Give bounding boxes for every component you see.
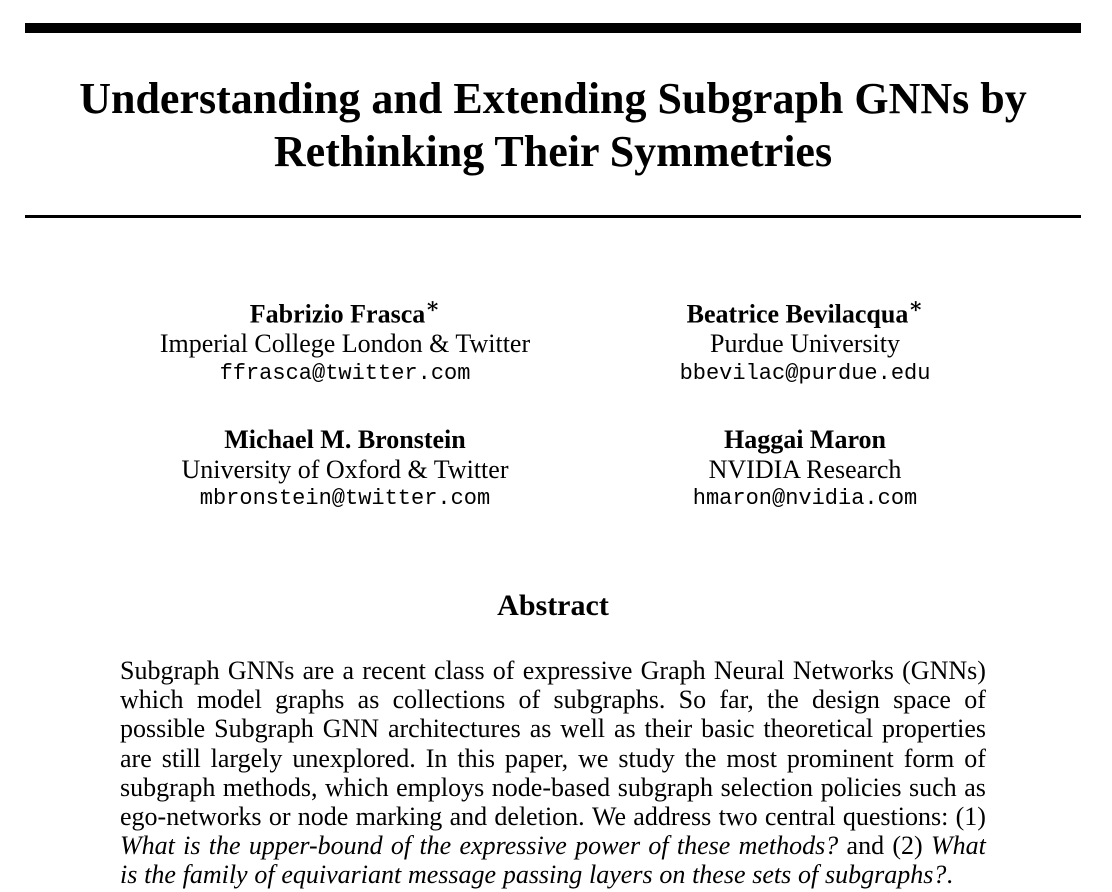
title-bottom-rule <box>25 215 1081 218</box>
abstract-word: still <box>161 743 201 773</box>
abstract-line <box>120 802 986 831</box>
author-block <box>135 425 555 514</box>
abstract-word: as <box>613 714 636 744</box>
abstract-word: are <box>120 743 152 773</box>
abstract-word: of <box>964 743 986 773</box>
abstract-word: node-based <box>491 772 611 802</box>
abstract-word: GNNs <box>227 656 295 685</box>
top-rule <box>25 23 1081 33</box>
abstract-word: are <box>302 656 335 685</box>
abstract-word: as <box>964 772 986 802</box>
author-affiliation: NVIDIA Research <box>708 454 902 484</box>
abstract-word: policies <box>820 772 902 802</box>
abstract-word: paper, <box>504 743 569 773</box>
abstract-word: of <box>390 831 412 861</box>
abstract-line <box>120 860 986 889</box>
abstract-word: deletion. <box>494 801 585 831</box>
abstract-word: Graph <box>640 656 706 685</box>
abstract-word: the <box>419 831 452 861</box>
author-name: Beatrice Bevilacqua <box>686 299 909 329</box>
abstract-word: What <box>930 831 986 861</box>
abstract-word: space <box>893 685 951 715</box>
abstract-word: methods, <box>222 772 318 802</box>
abstract-word: (GNNs) <box>902 656 986 685</box>
abstract-word: architectures <box>387 714 521 744</box>
abstract-body <box>120 656 986 890</box>
author-email[interactable]: hmaron@nvidia.com <box>692 486 918 511</box>
abstract-word: on <box>659 860 686 890</box>
abstract-word: basic <box>701 714 755 744</box>
author-email[interactable]: mbronstein@twitter.com <box>199 486 491 511</box>
author-name-line <box>595 292 1015 329</box>
abstract-word: power <box>575 831 641 861</box>
abstract-word: class <box>434 656 485 685</box>
abstract-word: two <box>718 801 758 831</box>
abstract-word: theoretical <box>763 714 874 744</box>
abstract-word: So <box>678 685 707 715</box>
abstract-word: of <box>518 685 541 715</box>
abstract-word: or <box>268 801 291 831</box>
abstract-word: expressive <box>522 656 633 685</box>
abstract-word: recent <box>362 656 426 685</box>
abstract-word: We <box>591 801 626 831</box>
abstract-word: selection <box>720 772 814 802</box>
abstract-word: employs <box>396 772 485 802</box>
abstract-word: model <box>196 685 262 715</box>
abstract-word: message <box>407 860 497 890</box>
abstract-word: which <box>325 772 389 802</box>
abstract-word: In <box>425 743 448 773</box>
abstract-word: properties <box>882 714 986 744</box>
abstract-word: their <box>644 714 693 744</box>
abstract-word: of <box>964 685 986 715</box>
abstract-word: and <box>449 801 488 831</box>
abstract-line <box>120 773 986 802</box>
abstract-heading: Abstract <box>497 589 609 622</box>
abstract-word: study <box>618 743 675 773</box>
abstract-word: most <box>726 743 777 773</box>
abstract-word: GNN <box>322 714 380 744</box>
abstract-line <box>120 656 986 685</box>
abstract-word: unexplored. <box>292 743 416 773</box>
abstract-word: of <box>254 860 275 890</box>
author-email[interactable]: bbevilac@purdue.edu <box>679 360 931 386</box>
abstract-line <box>120 831 986 860</box>
abstract-word: Subgraph <box>214 714 314 744</box>
abstract-word: collections <box>392 685 506 715</box>
abstract-word: address <box>633 801 712 831</box>
abstract-word: passing <box>502 860 583 890</box>
abstract-word: layers <box>589 860 653 890</box>
abstract-word: which <box>120 685 184 715</box>
abstract-word: is <box>183 831 201 861</box>
abstract-word: family <box>182 860 248 890</box>
abstract-word: possible <box>120 714 206 744</box>
abstract-word: expressive <box>459 831 567 861</box>
abstract-word: subgraphs. <box>553 685 666 715</box>
abstract-word: central <box>764 801 836 831</box>
abstract-word: What <box>120 831 175 861</box>
abstract-line <box>120 744 986 773</box>
abstract-word: these <box>692 860 746 890</box>
author-email[interactable]: ffrasca@twitter.com <box>219 360 471 386</box>
abstract-word: well <box>560 714 606 744</box>
abstract-word: graphs <box>275 685 345 715</box>
author-affiliation: Imperial College London & Twitter <box>159 329 531 359</box>
abstract-word: form <box>903 743 955 773</box>
abstract-word: Neural <box>713 656 785 685</box>
abstract-word: as <box>529 714 552 744</box>
abstract-word: these <box>676 831 731 861</box>
abstract-word: prominent <box>786 743 894 773</box>
abstract-word: marking <box>355 801 443 831</box>
author-name: Fabrizio Frasca <box>249 299 426 329</box>
abstract-word: (1) <box>955 801 986 831</box>
author-name: Haggai Maron <box>723 425 887 454</box>
abstract-word: node <box>297 801 349 831</box>
abstract-word: upper-bound <box>248 831 383 861</box>
author-name: Michael M. Bronstein <box>224 425 466 454</box>
abstract-word: of <box>492 656 515 685</box>
abstract-word: of <box>798 860 819 890</box>
abstract-word: and <box>846 831 885 861</box>
abstract-word: equivariant <box>281 860 402 890</box>
abstract-word: of <box>648 831 669 861</box>
abstract-word: such <box>909 772 957 802</box>
author-name-line <box>595 425 1015 455</box>
equal-contribution-mark: ∗ <box>425 294 441 318</box>
author-block <box>595 292 1015 388</box>
paper-title <box>25 72 1081 178</box>
abstract-word: subgraphs? <box>824 860 947 890</box>
title-line-2: Rethinking Their Symmetries <box>273 127 833 176</box>
abstract-word: subgraph <box>617 772 714 802</box>
author-affiliation: Purdue University <box>710 329 900 359</box>
title-line-1: Understanding and Extending Subgraph GNNs by <box>79 74 1027 123</box>
abstract-word: this <box>457 743 495 773</box>
abstract-word: largely <box>210 743 283 773</box>
author-name-line <box>135 292 555 329</box>
abstract-word: the <box>208 831 241 861</box>
abstract-word: far, <box>719 685 754 715</box>
abstract-word: design <box>812 685 880 715</box>
abstract-word: is <box>120 860 138 890</box>
abstract-word: we <box>578 743 609 773</box>
abstract-line <box>120 685 986 714</box>
author-affiliation: University of Oxford & Twitter <box>181 454 509 484</box>
abstract-word: ego-networks <box>120 801 262 831</box>
author-block <box>135 292 555 388</box>
abstract-line <box>120 714 986 743</box>
author-block <box>595 425 1015 514</box>
abstract-word: questions: <box>842 801 949 831</box>
abstract-word: subgraph <box>120 772 216 802</box>
abstract-word: . <box>946 860 953 890</box>
author-name-line <box>135 425 555 455</box>
abstract-word: Networks <box>792 656 894 685</box>
abstract-word: (2) <box>892 831 923 861</box>
abstract-word: methods? <box>738 831 839 861</box>
abstract-word: the <box>684 743 717 773</box>
abstract-word: the <box>144 860 176 890</box>
equal-contribution-mark: ∗ <box>908 294 924 318</box>
abstract-word: as <box>357 685 380 715</box>
abstract-word: a <box>342 656 355 685</box>
abstract-word: the <box>766 685 799 715</box>
abstract-word: sets <box>752 860 792 890</box>
abstract-word: Subgraph <box>120 656 220 685</box>
